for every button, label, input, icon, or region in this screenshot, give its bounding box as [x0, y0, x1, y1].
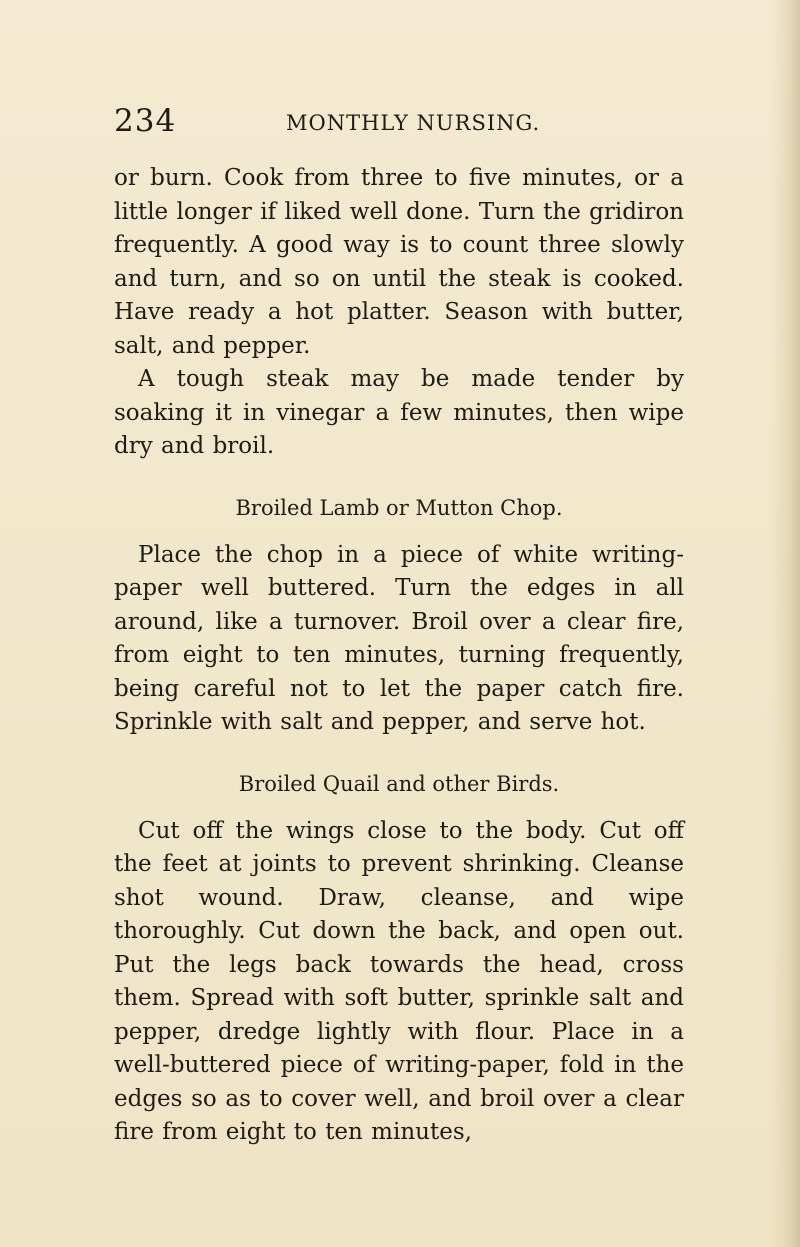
paragraph-tough-steak: A tough steak may be made tender by soaking it in vinegar a few minutes, then wipe dry and broil. — [114, 366, 684, 459]
page-text — [114, 162, 684, 1150]
paragraph-quail: Cut off the wings close to the body. Cut off the feet at joints to prevent shrinking. Cleanse shot wound. Draw, cleanse, and wipe thoroughly. Cut down the back, and open out. Put the legs back towards the head, cross them. Spread with soft butter, sprinkle salt and pepper, dredge lightly with flour. Place in a well-buttered piece of writing-paper, fold in the edges so as to cover well, and broil over a clear fire from eight to ten minutes, — [114, 817, 684, 1145]
heading-broiled-lamb: Broiled Lamb or Mutton Chop. — [235, 495, 563, 520]
page-number: 234 — [114, 103, 177, 139]
heading-broiled-quail: Broiled Quail and other Birds. — [238, 771, 560, 796]
paragraph-steak-continued: or burn. Cook from three to five minutes, or a little longer if liked well done. Turn the gridiron frequently. A good way is to count three slowly and turn, and so on until the steak is cooked. Have ready a hot platter. Season with butter, salt, and pepper. — [114, 165, 684, 359]
running-head — [114, 103, 684, 143]
running-title: MONTHLY NURSING. — [286, 111, 541, 135]
paragraph-lamb-chop: Place the chop in a piece of white writing-paper well buttered. Turn the edges in all around, like a turnover. Broil over a clear fire, from eight to ten minutes, turning frequently, being careful not to let the paper catch fire. Sprinkle with salt and pepper, and serve hot. — [114, 541, 684, 735]
